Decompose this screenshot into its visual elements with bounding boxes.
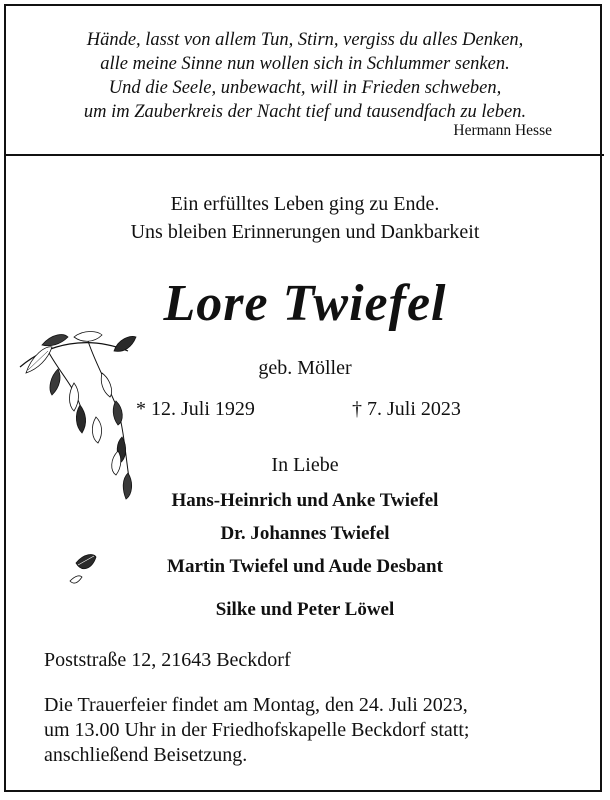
mourners-heading: In Liebe bbox=[271, 454, 339, 476]
death-date: † 7. Juli 2023 bbox=[352, 398, 461, 420]
poem-line: um im Zauberkreis der Nacht tief und tausendfach zu leben. bbox=[83, 102, 527, 122]
funeral-service-info bbox=[44, 693, 469, 768]
contact-address: Poststraße 12, 21643 Beckdorf bbox=[44, 649, 291, 671]
mourner-entry: Dr. Johannes Twiefel bbox=[220, 523, 390, 544]
mourner-entry: Hans-Heinrich und Anke Twiefel bbox=[171, 490, 439, 511]
poem-line: alle meine Sinne nun wollen sich in Schlummer senken. bbox=[100, 54, 510, 74]
mourners-list bbox=[0, 488, 610, 630]
service-line: Die Trauerfeier findet am Montag, den 24. Juli 2023, bbox=[44, 694, 468, 716]
section-divider bbox=[6, 154, 604, 156]
birth-name: geb. Möller bbox=[258, 357, 352, 379]
intro-text bbox=[0, 190, 610, 246]
poem bbox=[0, 28, 610, 124]
deceased-name: Lore Twiefel bbox=[163, 275, 447, 332]
poem-author: Hermann Hesse bbox=[453, 122, 552, 139]
poem-line: Und die Seele, unbewacht, will in Frieden schweben, bbox=[108, 78, 502, 98]
poem-line: Hände, lasst von allem Tun, Stirn, vergiss du alles Denken, bbox=[86, 30, 524, 50]
birth-date: * 12. Juli 1929 bbox=[136, 398, 255, 420]
intro-line: Uns bleiben Erinnerungen und Dankbarkeit bbox=[130, 221, 480, 243]
service-line: anschließend Beisetzung. bbox=[44, 744, 248, 766]
intro-line: Ein erfülltes Leben ging zu Ende. bbox=[170, 193, 440, 215]
mourner-entry: Silke und Peter Löwel bbox=[215, 599, 395, 620]
service-line: um 13.00 Uhr in der Friedhofskapelle Beckdorf statt; bbox=[44, 719, 470, 741]
mourner-entry: Martin Twiefel und Aude Desbant bbox=[167, 556, 443, 577]
